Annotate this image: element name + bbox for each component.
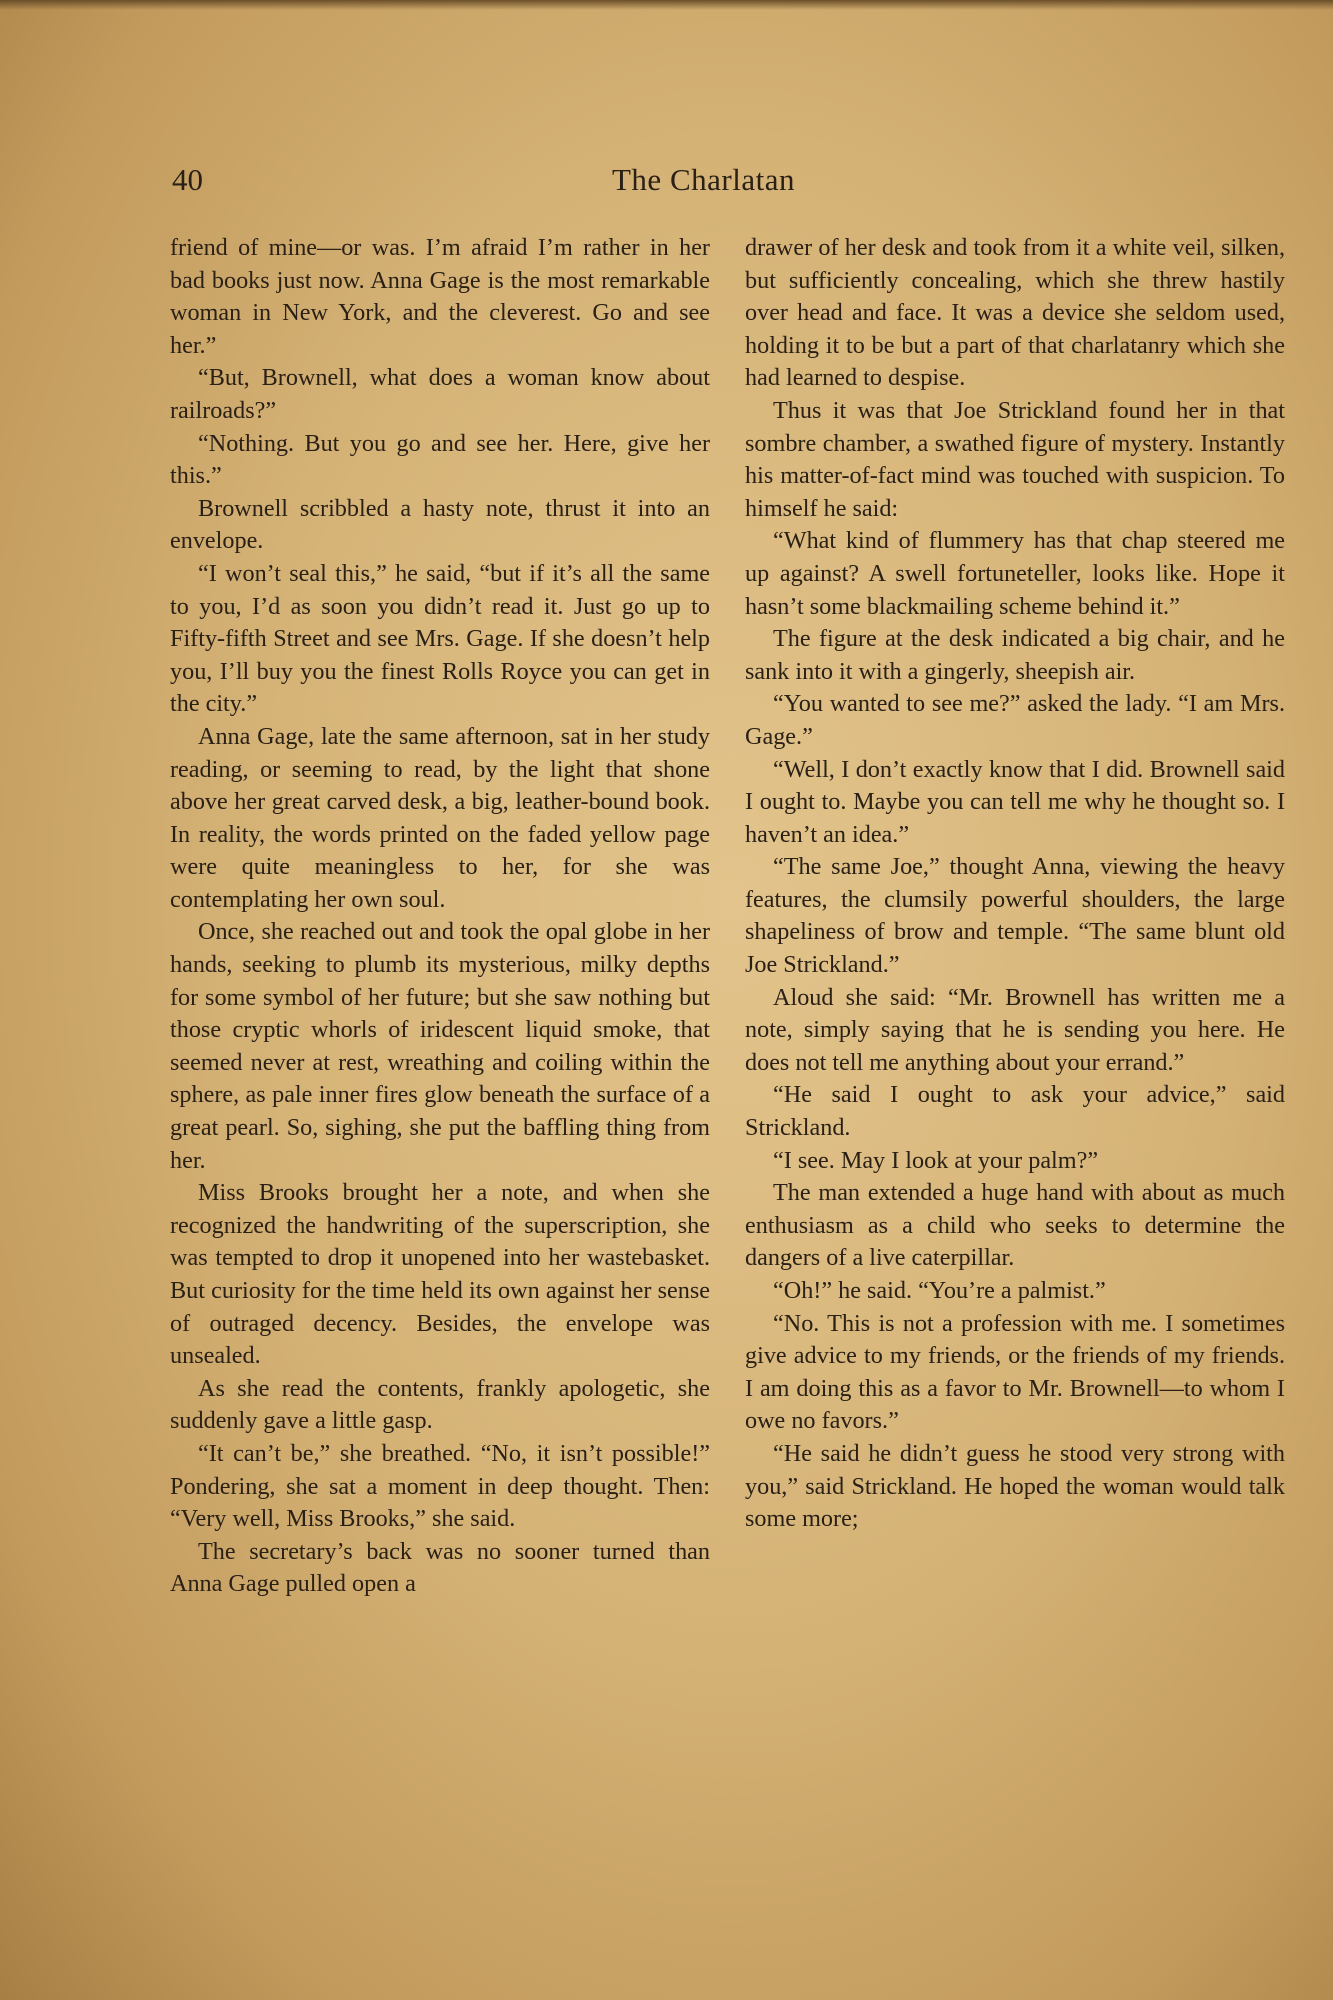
paragraph: “The same Joe,” thought Anna, viewing the heavy features, the clumsily powerful shoulders, the large shapeliness of brow and temple. “The same blunt old Joe Strickland.” — [745, 853, 1285, 979]
paragraph: As she read the contents, frankly apologetic, she suddenly gave a little gasp. — [170, 1374, 710, 1435]
paragraph: “Oh!” he said. “You’re a palmist.” — [773, 1277, 1106, 1304]
page-top-edge — [0, 0, 1333, 10]
page-header — [172, 162, 1292, 208]
right-text-column — [745, 232, 1285, 1536]
paragraph: Miss Brooks brought her a note, and when she recognized the handwriting of the superscription, she was tempted to drop it unopened into her wastebasket. But curiosity for the time held its own against her sense of outraged decency. Besides, the envelope was unsealed. — [170, 1179, 710, 1370]
paragraph: drawer of her desk and took from it a white veil, silken, but sufficiently concealing, which she threw hastily over head and face. It was a device she seldom used, holding it to be but a part of that charlatanry which she had learned to despise. — [745, 234, 1285, 392]
paragraph: The secretary’s back was no sooner turned than Anna Gage pulled open a — [170, 1537, 710, 1598]
running-title: The Charlatan — [612, 162, 795, 197]
paragraph: Thus it was that Joe Strickland found her in that sombre chamber, a swathed figure of mystery. Instantly his matter-of-fact mind was touched with suspicion. To himself he said: — [745, 396, 1285, 522]
paragraph: “I won’t seal this,” he said, “but if it’s all the same to you, I’d as soon you didn’t read it. Just go up to Fifty-fifth Street and see Mrs. Gage. If she doesn’t help you, I’ll buy you the finest Rolls Royce you can get in the city.” — [170, 559, 710, 718]
paragraph: “I see. May I look at your palm?” — [773, 1146, 1099, 1174]
page-number: 40 — [172, 162, 203, 197]
paragraph: Once, she reached out and took the opal globe in her hands, seeking to plumb its mysterious, milky depths for some symbol of her future; but she saw nothing but those cryptic whorls of iridescent liquid smoke, that seemed never at rest, wreathing and coiling within the sphere, as pale inner fires glow beneath the surface of a great pearl. So, sighing, she put the baffling thing from her. — [170, 918, 710, 1174]
paragraph: Brownell scribbled a hasty note, thrust it into an envelope. — [170, 494, 710, 555]
paragraph: “He said I ought to ask your advice,” said Strickland. — [745, 1081, 1285, 1142]
left-text-column — [170, 232, 710, 1601]
paragraph: “Nothing. But you go and see her. Here, give her this.” — [170, 429, 710, 490]
paragraph: “He said he didn’t guess he stood very strong with you,” said Strickland. He hoped the woman would talk some more; — [745, 1439, 1285, 1533]
paragraph: The man extended a huge hand with about as much enthusiasm as a child who seeks to determine the dangers of a live caterpillar. — [745, 1179, 1285, 1272]
paragraph: “It can’t be,” she breathed. “No, it isn’t possible!” Pondering, she sat a moment in deep thought. Then: “Very well, Miss Brooks,” she said. — [170, 1439, 710, 1533]
paragraph: “No. This is not a profession with me. I sometimes give advice to my friends, or the friends of my friends. I am doing this as a favor to Mr. Brownell—to whom I owe no favors.” — [745, 1309, 1285, 1435]
paragraph: “But, Brownell, what does a woman know about railroads?” — [170, 364, 710, 424]
paragraph: Anna Gage, late the same afternoon, sat in her study reading, or seeming to read, by the light that shone above her great carved desk, a big, leather-bound book. In reality, the words printed on the faded yellow page were quite meaningless to her, for she was contemplating her own soul. — [170, 722, 710, 913]
paragraph: friend of mine—or was. I’m afraid I’m rather in her bad books just now. Anna Gage is the most remarkable woman in New York, and the cleverest. Go and see her.” — [170, 234, 710, 359]
paragraph: The figure at the desk indicated a big chair, and he sank into it with a gingerly, sheepish air. — [745, 625, 1285, 685]
paragraph: “You wanted to see me?” asked the lady. “I am Mrs. Gage.” — [745, 690, 1285, 750]
paragraph: Aloud she said: “Mr. Brownell has written me a note, simply saying that he is sending you here. He does not tell me anything about your errand.” — [745, 983, 1285, 1076]
paragraph: “Well, I don’t exactly know that I did. Brownell said I ought to. Maybe you can tell me why he thought so. I haven’t an idea.” — [745, 755, 1285, 848]
paragraph: “What kind of flummery has that chap steered me up against? A swell fortuneteller, looks like. Hope it hasn’t some blackmailing scheme behind it.” — [745, 527, 1285, 620]
